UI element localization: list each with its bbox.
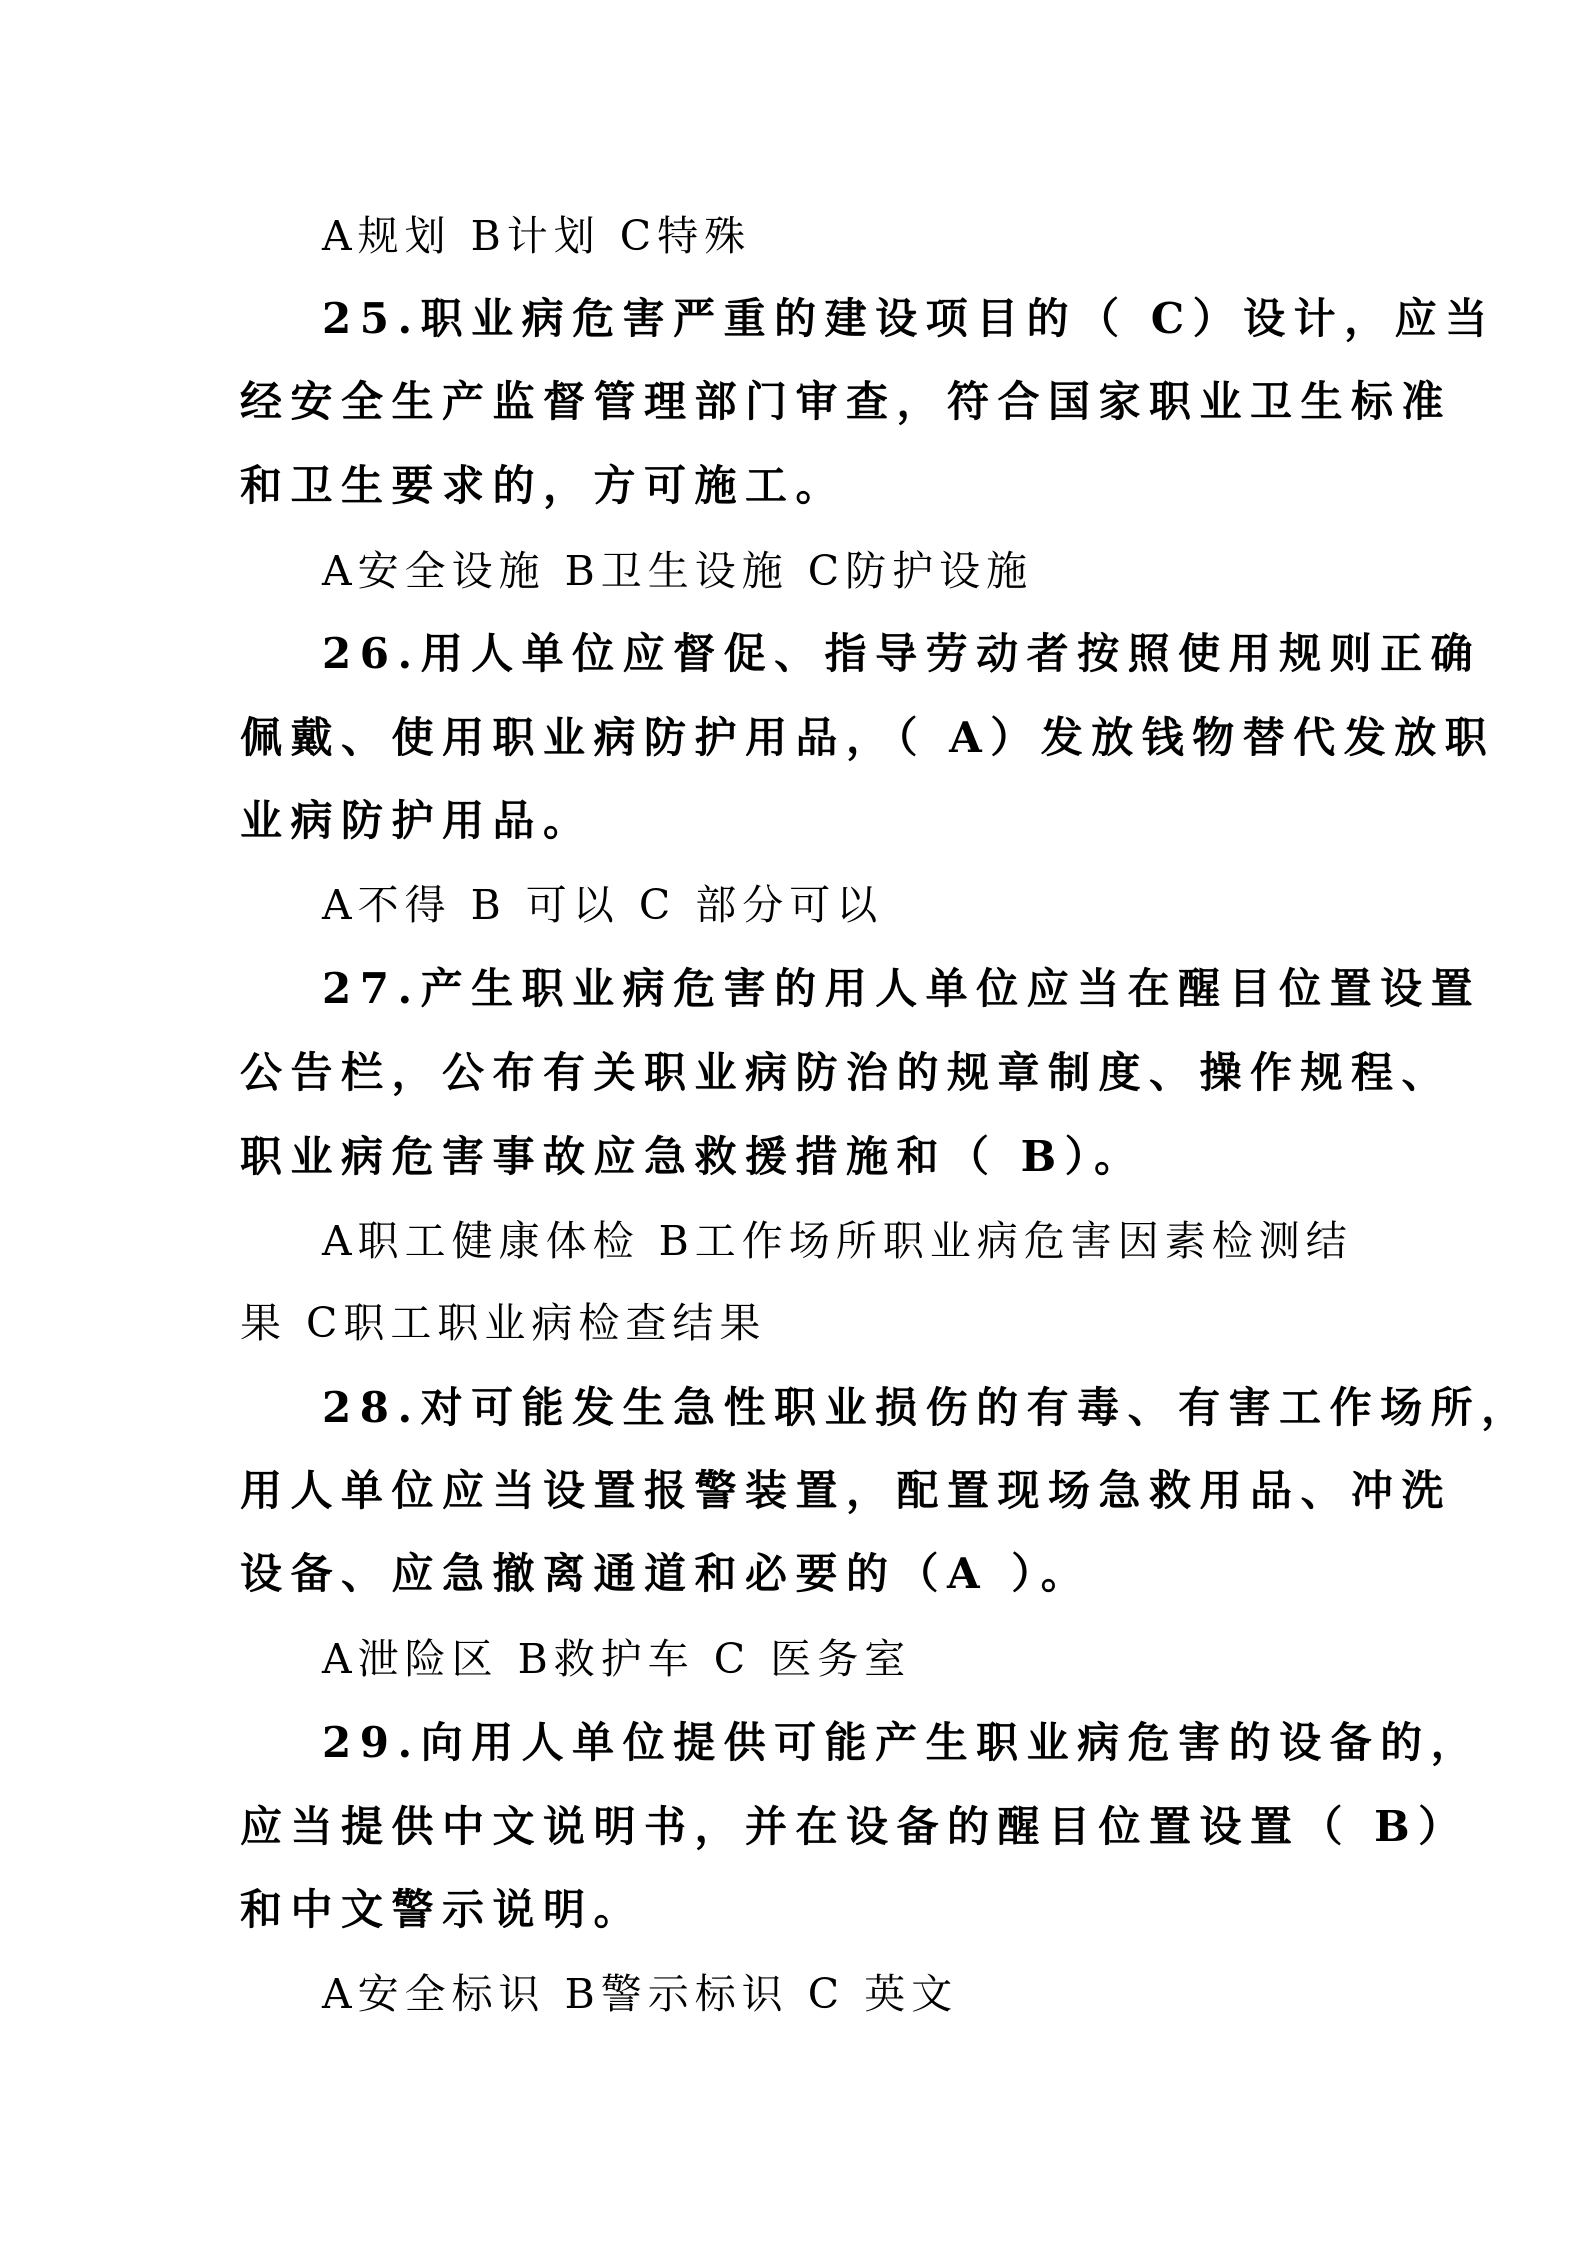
- question-29-line-2: 应当提供中文说明书，并在设备的醒目位置设置（ B）: [240, 1802, 1469, 1851]
- question-27-line-1: 27.产生职业病危害的用人单位应当在醒目位置设置: [322, 964, 1482, 1013]
- question-28-line-3: 设备、应急撤离通道和必要的（A ）。: [240, 1549, 1092, 1598]
- question-28-line-1: 28.对可能发生急性职业损伤的有毒、有害工作场所，: [322, 1383, 1532, 1432]
- question-26-line-1: 26.用人单位应督促、指导劳动者按照使用规则正确: [322, 629, 1482, 678]
- options-line: A规划 B计划 C特殊: [322, 212, 752, 260]
- question-26-line-2: 佩戴、使用职业病防护用品，（ A）发放钱物替代发放职: [240, 713, 1496, 762]
- question-28-line-2: 用人单位应当设置报警装置，配置现场急救用品、冲洗: [240, 1466, 1453, 1515]
- question-25-line-1: 25.职业病危害严重的建设项目的（ C）设计，应当: [322, 294, 1496, 343]
- question-27-line-3: 职业病危害事故应急救援措施和（ B）。: [240, 1132, 1145, 1181]
- question-29-line-1: 29.向用人单位提供可能产生职业病危害的设备的，: [322, 1718, 1482, 1767]
- question-27-options-line-1: A职工健康体检 B工作场所职业病危害因素检测结: [322, 1217, 1353, 1265]
- question-27-options-line-2: 果 C职工职业病检查结果: [240, 1299, 767, 1347]
- question-28-options: A泄险区 B救护车 C 医务室: [322, 1635, 912, 1683]
- question-29-line-3: 和中文警示说明。: [240, 1885, 645, 1934]
- question-26-line-3: 业病防护用品。: [240, 796, 594, 845]
- question-25-line-2: 经安全生产监督管理部门审查，符合国家职业卫生标准: [240, 377, 1453, 426]
- question-27-line-2: 公告栏，公布有关职业病防治的规章制度、操作规程、: [240, 1048, 1453, 1097]
- question-29-options: A安全标识 B警示标识 C 英文: [322, 1970, 959, 2018]
- question-26-options: A不得 B 可以 C 部分可以: [322, 881, 884, 929]
- question-25-options: A安全设施 B卫生设施 C防护设施: [322, 547, 1034, 595]
- question-25-line-3: 和卫生要求的，方可施工。: [240, 461, 847, 510]
